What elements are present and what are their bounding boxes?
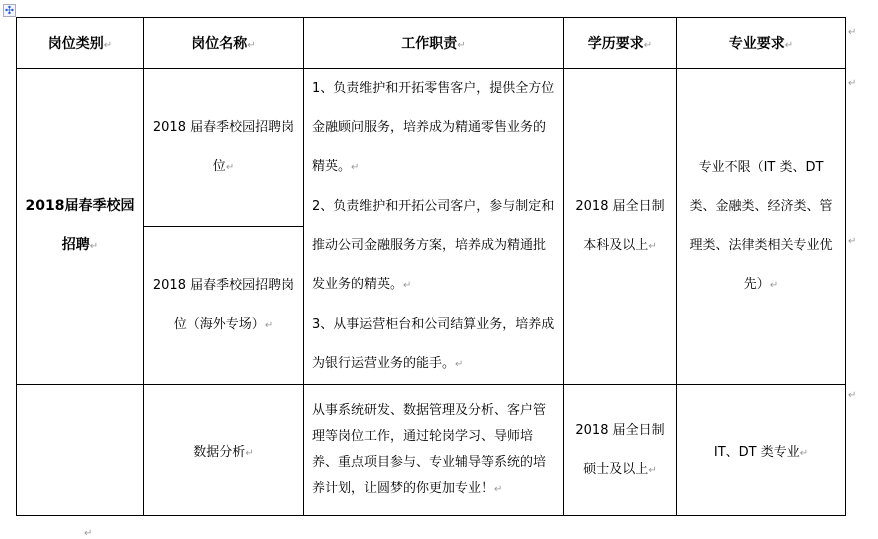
header-education: 学历要求 ↵ <box>564 18 677 69</box>
header-major: 专业要求 ↵ <box>677 18 846 69</box>
category-cell-empty <box>17 385 144 516</box>
duty-item: 1、负责维护和开拓零售客户，提供全方位金融顾问服务，培养成为精通零售业务的精英。 ↵ <box>312 69 555 187</box>
table-move-handle-icon[interactable]: ✣ <box>4 4 15 17</box>
position-name: 数据分析 ↵ <box>144 385 304 516</box>
paragraph-mark-icon: ↵ <box>84 528 93 539</box>
row-end-mark-icon: ↵ <box>848 236 857 247</box>
row-end-mark-icon: ↵ <box>848 27 857 38</box>
recruitment-table <box>16 17 846 516</box>
major-cell: IT、DT 类专业 ↵ <box>677 385 846 516</box>
table-row <box>17 385 846 516</box>
duty-item: 2、负责维护和开拓公司客户，参与制定和推动公司金融服务方案，培养成为精通批发业务的精英。 ↵ <box>312 187 555 305</box>
major-cell: 专业不限（IT 类、DT 类、金融类、经济类、管理类、法律类相关专业优先） ↵ <box>677 69 846 385</box>
duties-cell <box>304 69 564 385</box>
row-end-mark-icon: ↵ <box>848 78 857 89</box>
table-row <box>17 69 846 227</box>
header-position: 岗位名称 ↵ <box>144 18 304 69</box>
education-cell: 2018 届全日制本科及以上 ↵ <box>564 69 677 385</box>
header-row <box>17 18 846 69</box>
header-duties: 工作职责 ↵ <box>304 18 564 69</box>
row-end-mark-icon: ↵ <box>848 390 857 401</box>
duty-item: 3、从事运营柜台和公司结算业务，培养成为银行运营业务的能手。 ↵ <box>312 305 555 384</box>
position-name: 2018 届春季校园招聘岗位 ↵ <box>144 69 304 227</box>
category-cell: 2018届春季校园招聘 ↵ <box>17 69 144 385</box>
header-category: 岗位类别 ↵ <box>17 18 144 69</box>
education-cell: 2018 届全日制硕士及以上 ↵ <box>564 385 677 516</box>
position-name: 2018 届春季校园招聘岗位（海外专场） ↵ <box>144 227 304 385</box>
duties-cell: 从事系统研发、数据管理及分析、客户管理等岗位工作，通过轮岗学习、导师培养、重点项目参与、专业辅导等系统的培养计划，让圆梦的你更加专业！ ↵ <box>304 385 564 516</box>
